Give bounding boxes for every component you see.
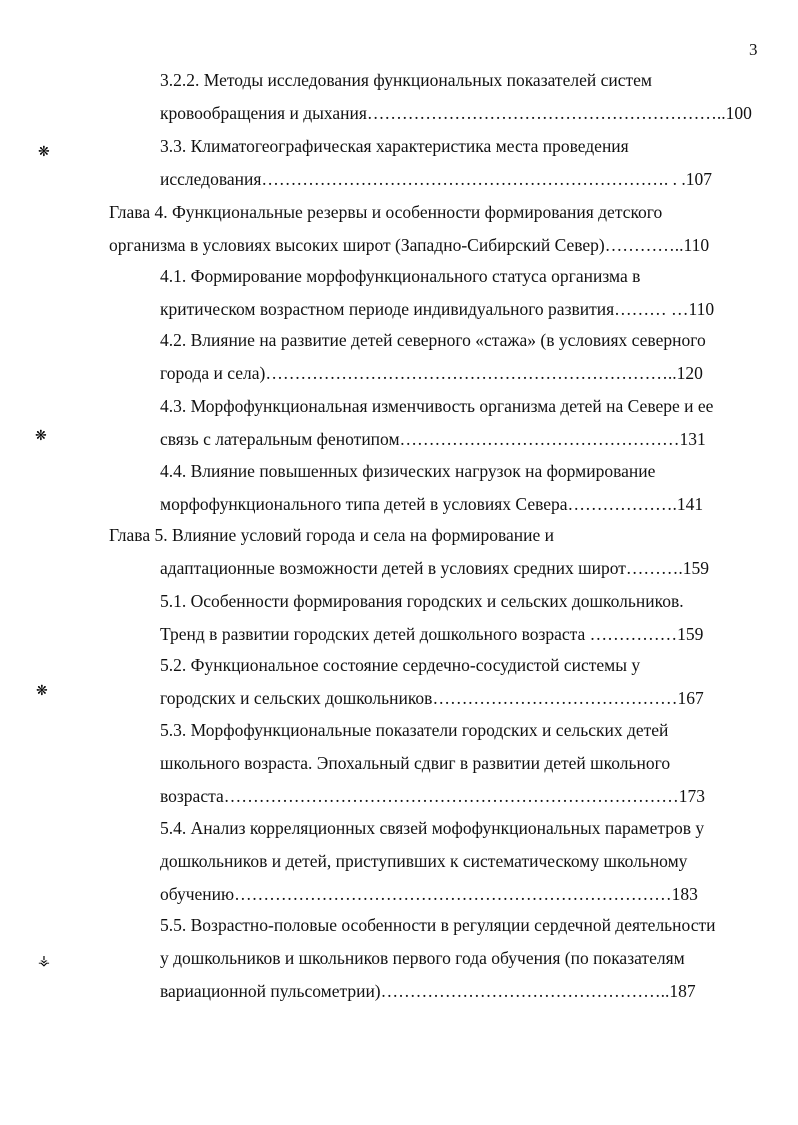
punch-mark: ❋ [36, 684, 48, 699]
toc-chapter-4-line-2: организма в условиях высоких широт (Западно-Сибирский Север)…………..110 [109, 235, 710, 255]
toc-5-4-line-2: дошкольников и детей, приступивших к систематическому школьному [160, 851, 688, 871]
toc-5-5-line-3: вариационной пульсометрии)…………………………………………..187 [160, 981, 696, 1001]
toc-4-4-line-2: морфофункционального типа детей в условиях Севера……………….141 [160, 494, 704, 514]
toc-5-1-line-1: 5.1. Особенности формирования городских и сельских дошкольников. [160, 591, 684, 611]
toc-4-1-line-2: критическом возрастном периоде индивидуального развития……… …110 [160, 299, 715, 319]
toc-5-2-line-1: 5.2. Функциональное состояние сердечно-сосудистой системы у [160, 655, 641, 675]
toc-4-3-line-1: 4.3. Морфофункциональная изменчивость организма детей на Севере и ее [160, 396, 714, 416]
toc-5-2-line-2: городских и сельских дошкольников……………………………………167 [160, 688, 704, 708]
toc-chapter-5-line-1: Глава 5. Влияние условий города и села на формирование и [109, 525, 554, 545]
toc-5-4-line-1: 5.4. Анализ корреляционных связей мофофункциональных параметров у [160, 818, 705, 838]
toc-3-3-line-2: исследования……………………………………………………………. . .107 [160, 169, 713, 189]
toc-5-3-line-1: 5.3. Морфофункциональные показатели городских и сельских детей [160, 720, 669, 740]
toc-5-5-line-2: у дошкольников и школьников первого года обучения (по показателям [160, 948, 685, 968]
punch-mark: ❋ [38, 145, 50, 160]
toc-3-2-2-line-2: кровообращения и дыхания……………………………………………………..100 [160, 103, 752, 123]
toc-3-3-line-1: 3.3. Климатогеографическая характеристика места проведения [160, 136, 629, 156]
punch-mark: ❋ [35, 429, 47, 444]
toc-chapter-5-line-2: адаптационные возможности детей в условиях средних широт……….159 [160, 558, 710, 578]
toc-4-2-line-1: 4.2. Влияние на развитие детей северного «стажа» (в условиях северного [160, 330, 706, 350]
toc-4-3-line-2: связь с латеральным фенотипом…………………………………………131 [160, 429, 706, 449]
toc-5-3-line-2: школьного возраста. Эпохальный сдвиг в развитии детей школьного [160, 753, 671, 773]
toc-4-4-line-1: 4.4. Влияние повышенных физических нагрузок на формирование [160, 461, 656, 481]
toc-5-4-line-3: обучению…………………………………………………………………183 [160, 884, 698, 904]
toc-3-2-2-line-1: 3.2.2. Методы исследования функциональных показателей систем [160, 70, 652, 90]
page-number: 3 [749, 40, 758, 59]
toc-5-5-line-1: 5.5. Возрастно-половые особенности в регуляции сердечной деятельности [160, 915, 716, 935]
punch-mark: ⚶ [38, 954, 50, 969]
toc-4-1-line-1: 4.1. Формирование морфофункционального статуса организма в [160, 266, 641, 286]
toc-5-1-line-2: Тренд в развитии городских детей дошкольного возраста ……………159 [160, 624, 704, 644]
toc-4-2-line-2: города и села)……………………………………………………………..120 [160, 363, 703, 383]
toc-5-3-line-3: возраста……………………………………………………………………173 [160, 786, 705, 806]
toc-chapter-4-line-1: Глава 4. Функциональные резервы и особенности формирования детского [109, 202, 663, 222]
